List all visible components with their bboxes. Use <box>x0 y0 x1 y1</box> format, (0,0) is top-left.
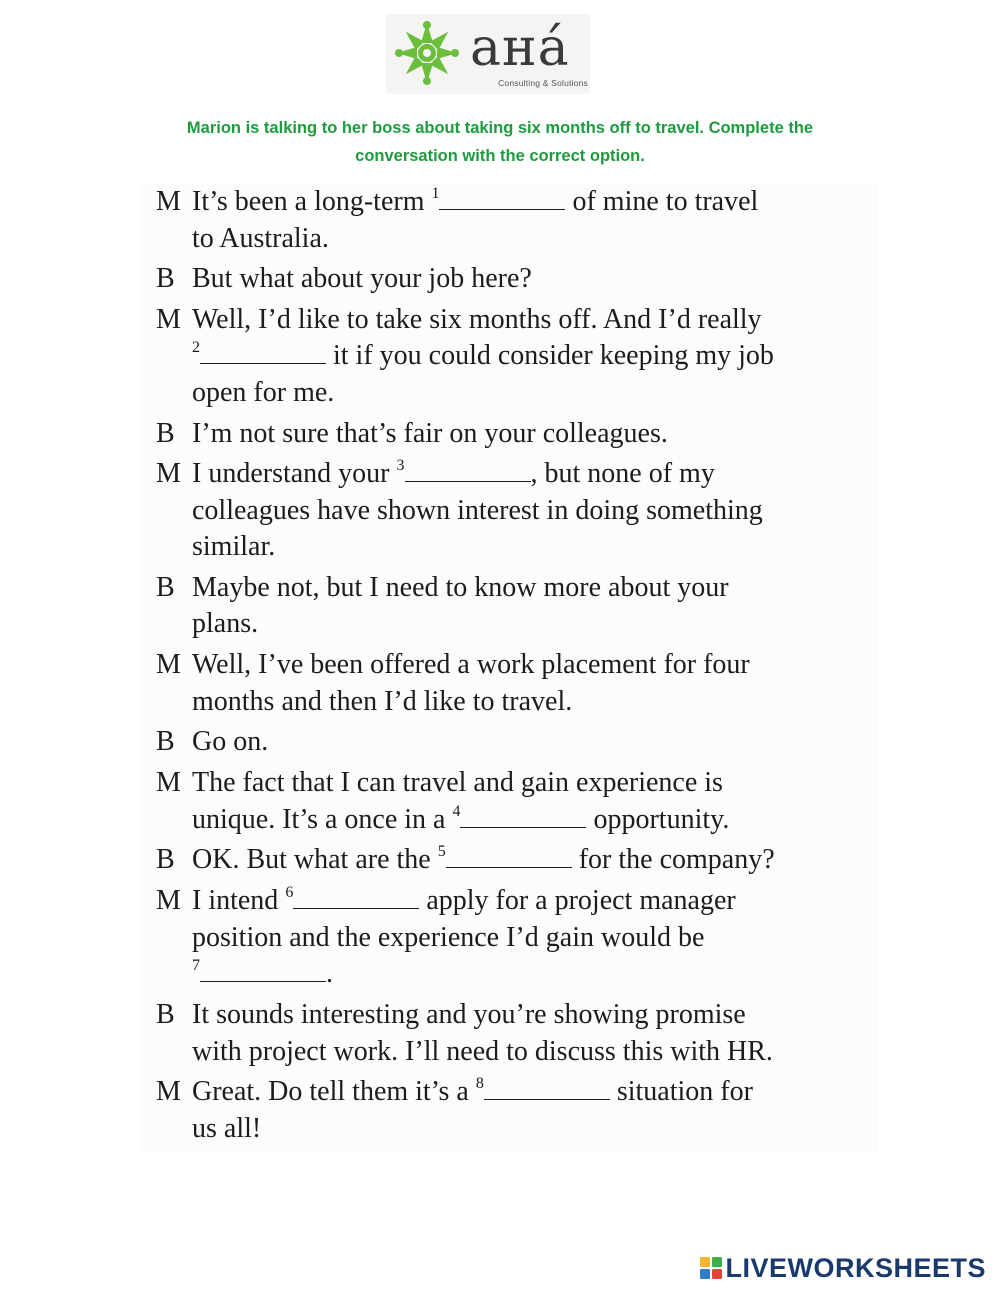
line-text: open for me. <box>192 377 335 408</box>
exercise-panel <box>140 184 878 1152</box>
answer-blank[interactable] <box>200 959 326 982</box>
line-text: It sounds interesting and you’re showing promise <box>192 999 746 1030</box>
answer-blank[interactable] <box>446 845 572 868</box>
line-text: I’m not sure that’s fair on your colleagues. <box>192 418 668 449</box>
line-text: I intend <box>192 885 286 916</box>
blank-number: 2 <box>192 339 200 356</box>
speaker-label: B <box>156 726 175 757</box>
line-text: Well, I’d like to take six months off. And I’d really <box>192 304 762 335</box>
line-text: situation for <box>609 1076 753 1107</box>
line-text: Great. Do tell them it’s a <box>192 1076 476 1107</box>
answer-blank[interactable] <box>484 1077 610 1100</box>
line-text: position and the experience I’d gain would be <box>192 922 705 953</box>
line-text: us all! <box>192 1113 262 1144</box>
blank-number: 3 <box>396 457 405 474</box>
speaker-label: M <box>156 458 181 489</box>
blank-number: 8 <box>475 1075 484 1092</box>
line-text: I understand your <box>192 458 397 489</box>
answer-blank[interactable] <box>439 187 565 210</box>
liveworksheets-brand[interactable] <box>700 1254 986 1282</box>
speaker-label: B <box>156 263 175 294</box>
flower-logo-icon <box>388 20 466 86</box>
liveworksheets-logo-icon <box>700 1257 722 1279</box>
line-text: Maybe not, but I need to know more about your <box>192 572 729 603</box>
blank-number: 4 <box>452 803 461 820</box>
line-text: with project work. I’ll need to discuss this with HR. <box>192 1036 773 1067</box>
line-text: But what about your job here? <box>192 263 532 294</box>
answer-blank[interactable] <box>293 886 419 909</box>
speaker-label: M <box>156 1076 181 1107</box>
line-text: OK. But what are the <box>192 844 438 875</box>
logo-tagline: Consulting & Solutions <box>498 78 588 88</box>
speaker-label: M <box>156 885 181 916</box>
answer-blank[interactable] <box>200 341 326 364</box>
line-text: It’s been a long-term <box>192 186 432 217</box>
answer-blank[interactable] <box>460 805 586 828</box>
logo-wordmark: aнá <box>470 18 570 78</box>
line-text: of mine to travel <box>565 186 759 217</box>
line-text: , but none of my <box>530 458 715 489</box>
blank-number: 6 <box>285 884 294 901</box>
line-text: to Australia. <box>192 223 329 254</box>
instructions-text: Marion is talking to her boss about taking six months off to travel. Complete the conversation with the correct option. <box>186 119 814 165</box>
line-text: Go on. <box>192 726 269 757</box>
line-text: opportunity. <box>586 804 730 835</box>
line-text: Well, I’ve been offered a work placement for four <box>192 649 750 680</box>
blank-number: 7 <box>192 957 200 974</box>
line-text: it if you could consider keeping my job <box>326 340 774 371</box>
speaker-label: B <box>156 418 175 449</box>
blank-number: 5 <box>437 843 446 860</box>
line-text: apply for a project manager <box>419 885 736 916</box>
speaker-label: B <box>156 572 175 603</box>
liveworksheets-wordmark: LIVEWORKSHEETS <box>725 1252 986 1283</box>
speaker-label: B <box>156 844 175 875</box>
speaker-label: M <box>156 649 181 680</box>
blank-number: 1 <box>431 185 440 202</box>
line-text: unique. It’s a once in a <box>192 804 453 835</box>
line-text: colleagues have shown interest in doing something <box>192 495 763 526</box>
answer-blank[interactable] <box>405 459 531 482</box>
speaker-label: M <box>156 767 181 798</box>
line-text: plans. <box>192 608 259 639</box>
line-text: similar. <box>192 531 276 562</box>
aha-logo <box>386 14 590 94</box>
line-text: The fact that I can travel and gain experience is <box>192 767 723 798</box>
speaker-label: B <box>156 999 175 1030</box>
line-text: for the company? <box>571 844 775 875</box>
line-text: . <box>326 958 333 989</box>
line-text: months and then I’d like to travel. <box>192 686 573 717</box>
speaker-label: M <box>156 186 181 217</box>
speaker-label: M <box>156 304 181 335</box>
